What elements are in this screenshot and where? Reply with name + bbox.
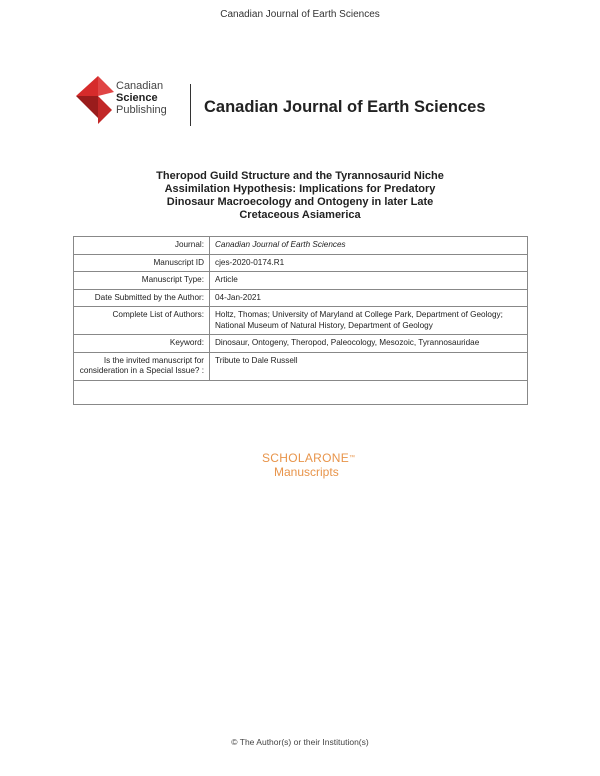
scholarone-logo	[262, 451, 382, 479]
metadata-label: Manuscript ID	[74, 254, 210, 272]
running-header: Canadian Journal of Earth Sciences	[220, 9, 380, 20]
empty-cell	[74, 380, 528, 404]
publisher-name	[116, 80, 167, 116]
table-row	[74, 272, 528, 290]
scholarone-subtitle: Manuscripts	[274, 465, 339, 479]
metadata-label: Is the invited manuscript for consideration in a Special Issue? :	[74, 352, 210, 380]
logo-divider	[190, 84, 191, 126]
metadata-label: Journal:	[74, 237, 210, 255]
publisher-line-3: Publishing	[116, 104, 167, 116]
article-title	[110, 170, 490, 222]
table-row	[74, 237, 528, 255]
metadata-label: Complete List of Authors:	[74, 307, 210, 335]
table-row-empty	[74, 380, 528, 404]
metadata-label: Manuscript Type:	[74, 272, 210, 290]
metadata-value: Holtz, Thomas; University of Maryland at College Park, Department of Geology; National Museum of Natural History, Department of Geology	[210, 307, 528, 335]
metadata-value: Dinosaur, Ontogeny, Theropod, Paleocology, Mesozoic, Tyrannosauridae	[210, 335, 528, 353]
metadata-label: Keyword:	[74, 335, 210, 353]
publisher-line-2: Science	[116, 92, 158, 104]
manuscript-metadata-table	[73, 236, 528, 405]
table-row	[74, 254, 528, 272]
publisher-line-1: Canadian	[116, 80, 164, 92]
metadata-value: Canadian Journal of Earth Sciences	[210, 237, 528, 255]
title-line: Cretaceous Asiamerica	[239, 209, 361, 221]
table-row	[74, 307, 528, 335]
metadata-value: Article	[210, 272, 528, 290]
copyright-footer: © The Author(s) or their Institution(s)	[231, 737, 369, 747]
trademark-mark: ™	[349, 455, 356, 461]
scholarone-brand: SCHOLARONE	[262, 451, 350, 465]
title-line: Theropod Guild Structure and the Tyrannosaurid Niche	[156, 170, 444, 182]
table-row	[74, 335, 528, 353]
metadata-value: 04-Jan-2021	[210, 289, 528, 307]
metadata-value: Tribute to Dale Russell	[210, 352, 528, 380]
title-line: Assimilation Hypothesis: Implications for Predatory	[164, 183, 436, 195]
table-row	[74, 352, 528, 380]
title-line: Dinosaur Macroecology and Ontogeny in later Late	[166, 196, 434, 208]
journal-logo-block	[74, 70, 534, 130]
metadata-value: cjes-2020-0174.R1	[210, 254, 528, 272]
metadata-label: Date Submitted by the Author:	[74, 289, 210, 307]
csp-logo-mark-icon	[74, 72, 118, 128]
journal-wordmark: Canadian Journal of Earth Sciences	[204, 98, 486, 116]
table-row	[74, 289, 528, 307]
